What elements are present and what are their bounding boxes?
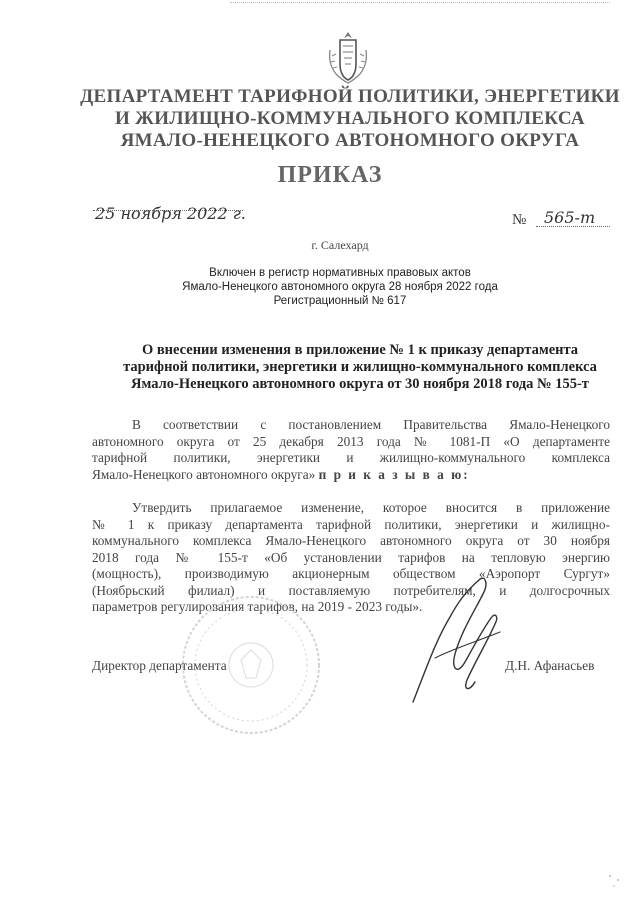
order-line-4: 2018 года № 155-т «Об установлении тарифов на тепловую энергию [92,549,610,565]
registry-note [100,266,580,308]
registry-line-3: Регистрационный № 617 [273,295,407,307]
order-number: 565-т [544,208,596,227]
handwritten-signature [395,562,515,712]
preamble-line-4 [92,467,610,484]
order-paragraph [92,500,610,616]
order-subject [90,342,630,393]
order-title: ПРИКАЗ [277,162,383,188]
scan-noise-dots [604,870,628,890]
order-line-2: № 1 к приказу департамента тарифной политики, энергетики и жилищно- [92,516,610,532]
preamble-line-3: тарифной политики, энергетики и жилищно-коммунального комплекса [92,450,610,465]
order-number-label: № [512,212,527,228]
order-line-6: (Ноябрьский филиал) и поставляемую потребителям, и долгосрочных [92,582,610,598]
order-line-3: коммунального комплекса Ямало-Ненецкого автономного округа от 30 ноября [92,533,610,548]
department-name [60,86,640,152]
dept-line-2: И ЖИЛИЩНО-КОММУНАЛЬНОГО КОМПЛЕКСА [115,108,585,129]
subject-line-3: Ямало-Ненецкого автономного округа от 30 ноября 2018 года № 155-т [131,376,589,392]
order-line-5: (мощность), производимую акционерным обществом «Аэропорт Сургут» [92,566,610,581]
registry-line-2: Ямало-Ненецкого автономного округа 28 ноября 2022 года [182,281,498,293]
preamble-line-2: автономного округа от 25 декабря 2013 года № 1081-П «О департаменте [92,433,610,449]
registry-line-1: Включен в регистр нормативных правовых актов [209,267,471,279]
preamble-line-1: В соответствии с постановлением Правительства Ямало-Ненецкого [132,417,610,432]
subject-line-1: О внесении изменения в приложение № 1 к приказу департамента [141,342,579,358]
dept-line-3: ЯМАЛО-НЕНЕЦКОГО АВТОНОМНОГО ОКРУГА [120,130,580,151]
signatory-name: Д.Н. Афанасьев [505,658,595,673]
order-line-1: Утвердить прилагаемое изменение, которое вносится в приложение [132,500,610,515]
order-line-7: параметров регулирования тарифов, на 2019 - 2023 годы». [92,599,423,614]
dept-line-1: ДЕПАРТАМЕНТ ТАРИФНОЙ ПОЛИТИКИ, ЭНЕРГЕТИКИ [80,86,620,107]
preamble-paragraph [92,417,610,483]
city: г. Салехард [311,238,369,252]
scan-border-dots [230,2,610,3]
signatory-role: Директор департамента [92,658,227,673]
order-command: п р и к а з ы в а ю: [318,466,470,482]
preamble-line-4-text: Ямало-Ненецкого автономного округа» [92,466,316,482]
coat-of-arms-emblem [326,30,370,86]
subject-line-2: тарифной политики, энергетики и жилищно-коммунального комплекса [123,359,597,375]
order-date: 25 ноября 2022 г. [95,204,246,223]
